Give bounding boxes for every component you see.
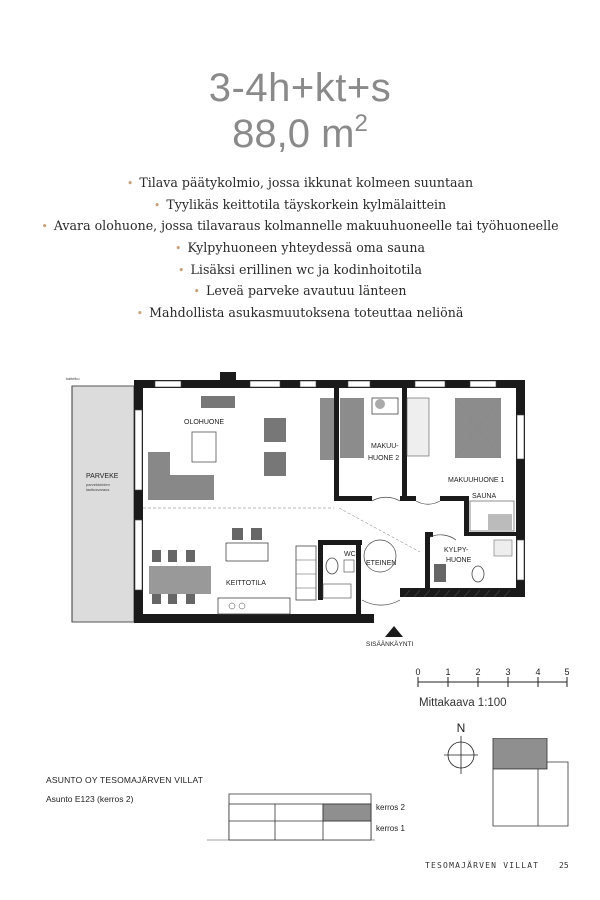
- scale-tick: 5: [564, 667, 570, 677]
- list-item: • Tyylikäs keittotila täyskorkein kylmälaittein: [153, 196, 447, 212]
- svg-text:lasitusvaraus: lasitusvaraus: [86, 487, 110, 492]
- kitchen-island: [226, 543, 268, 561]
- area-unit-exponent: 2: [354, 110, 368, 137]
- scale-tick: 4: [535, 667, 541, 677]
- bullet-icon: •: [41, 220, 48, 234]
- apartment-type: 3-4h+kt+s: [208, 66, 392, 110]
- highlighted-floor: [323, 804, 371, 821]
- sideboard: [201, 396, 235, 408]
- balcony-area: [72, 386, 134, 622]
- balcony-note: parvekkeiden: [86, 482, 110, 487]
- bullet-icon: •: [193, 285, 201, 299]
- sofa: [148, 452, 214, 500]
- apartment-id: Asunto E123 (kerros 2): [46, 794, 134, 804]
- feature-list: [0, 172, 600, 324]
- scale-tick: 2: [475, 667, 481, 677]
- room-makuuhuone-2: MAKUU-: [371, 443, 399, 450]
- bullet-icon: •: [126, 177, 134, 190]
- room-parveke: PARVEKE: [86, 473, 119, 480]
- svg-text:HUONE 2: HUONE 2: [368, 455, 400, 462]
- company-name: ASUNTO OY TESOMAJÄRVEN VILLAT: [46, 775, 204, 785]
- room-olohuone: OLOHUONE: [184, 419, 225, 426]
- key-plan: [488, 738, 574, 828]
- bullet-icon: •: [136, 307, 144, 321]
- scale-tick: 1: [445, 667, 451, 677]
- bullet-icon: •: [178, 263, 185, 277]
- list-item: • Avara olohuone, jossa tilavaraus kolmannelle makuuhuoneelle tai työhuoneelle: [41, 218, 559, 234]
- room-kylpyhuone: KYLPY-: [444, 547, 469, 554]
- coffee-table: [192, 432, 216, 462]
- list-item: • Mahdollista asukasmuutoksena toteuttaa neliönä: [136, 305, 464, 321]
- dining-table: [149, 566, 211, 594]
- list-item: • Leveä parveke avautuu länteen: [193, 283, 407, 299]
- footer-brand: TESOMAJÄRVEN VILLAT: [425, 861, 540, 870]
- scale-tick: 0: [415, 667, 421, 677]
- scale-bar: [410, 664, 580, 694]
- list-item: • Kylpyhuoneen yhteydessä oma sauna: [175, 240, 425, 256]
- room-eteinen: ETEINEN: [366, 560, 397, 567]
- svg-text:HUONE: HUONE: [446, 557, 472, 564]
- room-makuuhuone-1: MAKUUHUONE 1: [448, 477, 505, 484]
- floor-label-lower: kerros 1: [376, 824, 405, 833]
- bullet-icon: •: [153, 198, 161, 212]
- floor-label-upper: kerros 2: [376, 803, 405, 812]
- apartment-area: [0, 110, 600, 157]
- scale-tick: 3: [505, 667, 511, 677]
- list-item: • Lisäksi erillinen wc ja kodinhoitotila: [178, 261, 422, 277]
- scale-label: Mittakaava 1:100: [419, 697, 507, 709]
- building-section: [205, 788, 375, 848]
- list-item: • Tilava päätykolmio, jossa ikkunat kolmeen suuntaan: [126, 175, 474, 190]
- room-wc: WC: [344, 551, 356, 558]
- room-keittotila: KEITTOTILA: [226, 580, 266, 587]
- north-label: N: [456, 721, 466, 735]
- area-value: 88,0 m: [232, 112, 355, 156]
- railing-label: kaiteiko: [66, 376, 80, 381]
- room-sauna: SAUNA: [472, 493, 497, 500]
- entrance-label: SISÄÄNKÄYNTI: [366, 641, 414, 648]
- entrance-arrow-icon: [385, 626, 403, 637]
- floor-plan: [0, 360, 600, 650]
- north-arrow-icon: [440, 718, 490, 778]
- page-number: 25: [559, 861, 569, 870]
- bullet-icon: •: [175, 242, 182, 256]
